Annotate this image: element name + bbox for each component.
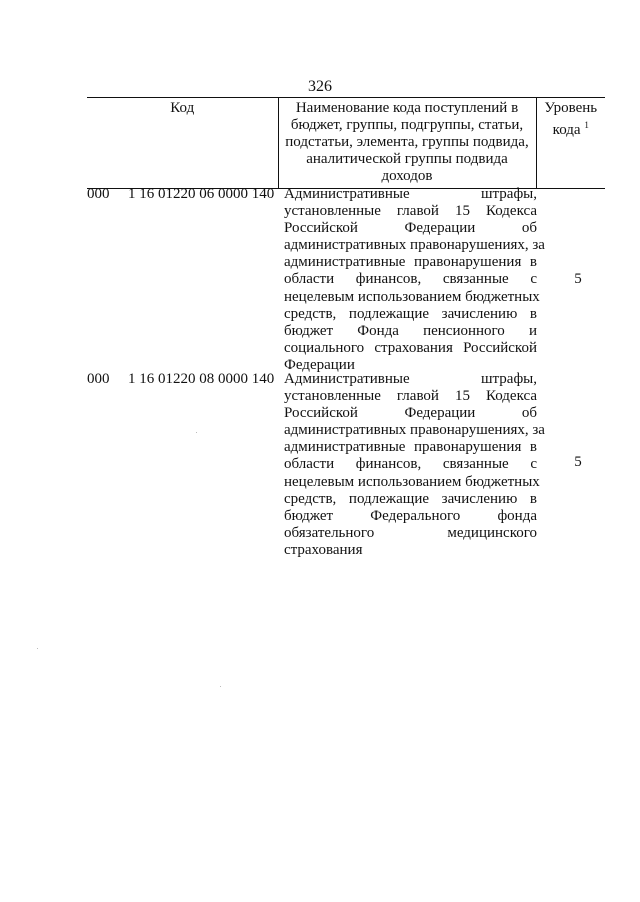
revenue-name-line: бюджет Федерального фонда [284,507,537,524]
revenue-code: 1 16 01220 08 0000 140 [128,371,275,387]
column-header-name-line: бюджет, группы, подгруппы, статьи, [290,117,524,133]
column-header-name-line: аналитической группы подвида доходов [306,151,508,184]
revenue-name-line: Административные штрафы, [284,371,537,387]
column-header-code-label: Код [170,100,195,116]
table-header [87,97,605,189]
revenue-name-line: нецелевым использованием бюджетных [284,288,540,305]
column-header-name [278,98,536,189]
column-header-level-word: кода [552,122,581,138]
revenue-name-line: средств, подлежащие зачислению в [284,305,537,322]
revenue-name-line: средств, подлежащие зачислению в [284,490,537,507]
column-header-level [536,98,605,189]
revenue-name-line: области финансов, связанные с [284,456,537,473]
revenue-code: 1 16 01220 06 0000 140 [128,186,275,202]
code-level: 5 [574,271,582,287]
admin-code: 000 [87,371,110,387]
revenue-name-line: Российской Федерации об [284,220,537,237]
revenue-name-line: социального страхования Российской [284,339,537,356]
column-header-name-line: подстатьи, элемента, группы подвида, [285,134,529,150]
revenue-name [284,186,545,374]
scan-speck [196,432,197,433]
revenue-name-line: административных правонарушениях, за [284,422,545,439]
revenue-name-line: Российской Федерации об [284,405,537,422]
revenue-name-line: Федерации [284,356,355,373]
revenue-name-line: обязательного медицинского [284,524,537,541]
revenue-name-line: страхования [284,541,363,558]
revenue-name [284,371,545,559]
revenue-name-line: нецелевым использованием бюджетных [284,473,540,490]
column-header-name-line: Наименование кода поступлений в [295,100,519,116]
column-header-level-line [539,117,604,139]
scan-speck [220,686,221,687]
revenue-name-line: установленные главой 15 Кодекса [284,388,537,405]
revenue-name-line: административные правонарушения в [284,254,537,271]
revenue-name-line: области финансов, связанные с [284,271,537,288]
footnote-marker: 1 [584,120,589,130]
revenue-name-line: административных правонарушениях, за [284,237,545,254]
code-level: 5 [574,454,582,470]
page-number: 326 [308,78,332,95]
revenue-name-line: административные правонарушения в [284,439,537,456]
scan-speck [37,648,38,649]
column-header-level-line: Уровень [544,100,598,116]
admin-code: 000 [87,186,110,202]
column-header-code [87,98,278,189]
revenue-name-line: установленные главой 15 Кодекса [284,203,537,220]
revenue-name-line: Административные штрафы, [284,186,537,202]
revenue-name-line: бюджет Фонда пенсионного и [284,322,537,339]
